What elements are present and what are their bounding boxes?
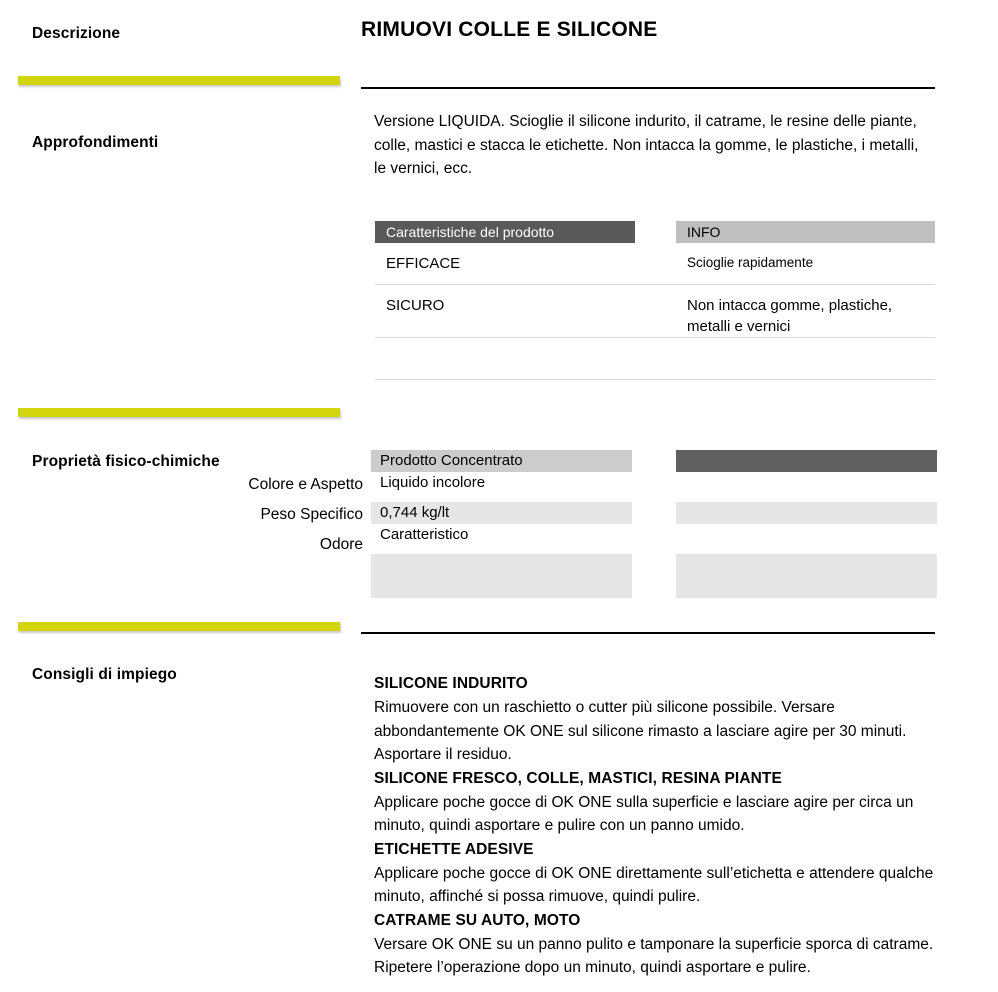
usage-body-silicone-indurito: Rimuovere con un raschietto o cutter più silicone possibile. Versare abbondantemente OK ONE sul silicone rimasto a lasciare agire per 30 minuti. Asportare il residuo. (374, 699, 907, 763)
usage-body-etichette-adesive: Applicare poche gocce di OK ONE direttamente sull’etichetta e attendere qualche minuto, affinché si possa rimuove, quindi pulire. (374, 864, 934, 905)
section-label-approfondimenti: Approfondimenti (32, 134, 159, 151)
properties-column-header: Prodotto Concentrato (371, 450, 632, 472)
table-header-info: INFO (676, 221, 935, 243)
product-description: Versione LIQUIDA. Scioglie il silicone indurito, il catrame, le resine delle piante, colle, mastici e stacca le etichette. Non intacca la gomme, le plastiche, i metalli, le vernici, ecc. (374, 113, 919, 177)
usage-heading-etichette-adesive: ETICHETTE ADESIVE (374, 840, 534, 858)
table-row (375, 285, 935, 338)
characteristics-table (375, 221, 935, 380)
property-value-colore-e-aspetto: Liquido incolore (380, 474, 486, 491)
usage-advice-section (374, 672, 934, 980)
table-header-caratteristiche: Caratteristiche del prodotto (375, 221, 635, 243)
properties-column-secondary (676, 450, 937, 598)
accent-bar-descrizione (18, 76, 340, 85)
characteristic-name: SICURO (386, 297, 445, 314)
table-header-row (375, 221, 935, 243)
usage-heading-silicone-fresco: SILICONE FRESCO, COLLE, MASTICI, RESINA PIANTE (374, 769, 782, 787)
property-label-colore-e-aspetto: Colore e Aspetto (248, 476, 363, 493)
usage-body-catrame-su-auto-moto: Versare OK ONE su un panno pulito e tamponare la superficie sporca di catrame. Ripetere l’operazione dopo un minuto, quindi asportare e pulire. (374, 935, 934, 976)
usage-body-silicone-fresco: Applicare poche gocce di OK ONE sulla superficie e lasciare agire per circa un minuto, quindi asportare e pulire con un panno umido. (374, 793, 914, 834)
characteristic-info: Scioglie rapidamente (687, 255, 814, 270)
property-value-empty (371, 554, 632, 576)
table-row (375, 338, 935, 380)
usage-heading-silicone-indurito: SILICONE INDURITO (374, 675, 528, 692)
properties-column-concentrato (371, 450, 632, 598)
properties-spacer (371, 494, 632, 502)
property-value-secondary-0 (676, 472, 937, 494)
characteristic-info: Non intacca gomme, plastiche, metalli e vernici (687, 297, 893, 335)
table-row (375, 243, 935, 285)
table-header-gap (635, 221, 676, 243)
section-label-consigli-di-impiego: Consigli di impiego (32, 666, 177, 683)
property-value-secondary-2 (676, 524, 937, 546)
properties-spacer (676, 546, 937, 554)
property-value-empty-continued (371, 576, 632, 598)
characteristic-info (676, 348, 935, 379)
accent-bar-proprieta (18, 408, 340, 417)
accent-bar-consigli (18, 622, 340, 631)
property-value-peso-specifico: 0,744 kg/lt (371, 502, 632, 524)
characteristic-name (375, 348, 676, 379)
property-value-secondary-1 (676, 502, 937, 524)
page-title: RIMUOVI COLLE E SILICONE (361, 18, 658, 41)
property-value-secondary-continued (676, 576, 937, 598)
properties-spacer (676, 494, 937, 502)
properties-column-header-secondary (676, 450, 937, 472)
section-label-proprieta-fisico-chimiche: Proprietà fisico-chimiche (32, 453, 220, 470)
characteristic-name: EFFICACE (386, 255, 461, 272)
property-value-odore: Caratteristico (380, 526, 469, 543)
properties-spacer (371, 546, 632, 554)
properties-label-column (0, 470, 363, 560)
usage-heading-catrame-su-auto-moto: CATRAME SU AUTO, MOTO (374, 911, 581, 929)
property-value-secondary-3 (676, 554, 937, 576)
divider-rule-bottom (361, 632, 935, 634)
divider-rule-top (361, 87, 935, 89)
section-label-descrizione: Descrizione (32, 25, 121, 42)
property-label-peso-specifico: Peso Specifico (260, 506, 363, 523)
property-label-odore: Odore (319, 536, 363, 553)
